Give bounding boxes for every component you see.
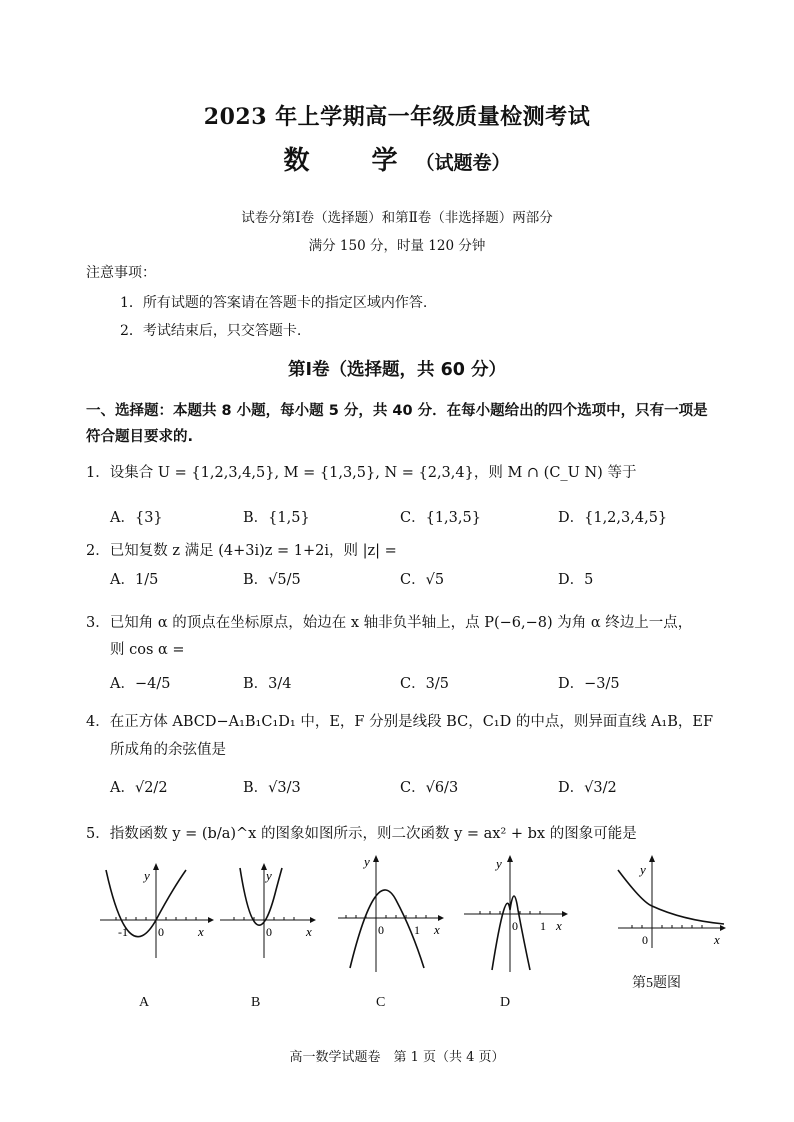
svg-text:0: 0: [158, 925, 164, 939]
question-number: 3．: [86, 615, 110, 631]
q1-option-b: B．{1,5}: [243, 510, 310, 526]
section-instruction: [86, 398, 716, 450]
svg-text:y: y: [640, 862, 646, 877]
svg-text:0: 0: [378, 923, 384, 937]
intro-line-1: 试卷分第Ⅰ卷（选择题）和第Ⅱ卷（非选择题）两部分: [241, 210, 553, 226]
graph-a: [100, 860, 215, 960]
section-title: 第Ⅰ卷（选择题，共 60 分）: [287, 360, 507, 380]
q3-option-b: B．3/4: [243, 676, 292, 692]
question-text: 指数函数 y = (b/a)^x 的图象如图所示，则二次函数 y = ax² + bx 的图象可能是: [109, 826, 637, 842]
subject-title: [0, 140, 794, 177]
question-number: 4．: [86, 714, 110, 730]
svg-text:y: y: [364, 854, 370, 869]
q4-option-c: C．√6/3: [400, 780, 459, 796]
svg-text:x: x: [434, 922, 440, 937]
q1-option-a: A．{3}: [110, 510, 163, 526]
q1-option-c: C．{1,3,5}: [400, 510, 481, 526]
instruction-text: 一、选择题：本题共 8 小题，每小题 5 分，共 40 分．在每小题给出的四个选项中，只有一项是符合题目要求的.: [86, 403, 708, 445]
svg-text:x: x: [714, 932, 720, 947]
svg-text:0: 0: [642, 933, 648, 947]
svg-text:0: 0: [266, 925, 272, 939]
figure-exponential-graph: [612, 852, 728, 952]
svg-text:1: 1: [540, 919, 546, 933]
note-item: 2．考试结束后，只交答题卡.: [120, 323, 302, 339]
intro-line-2: 满分 150 分，时量 120 分钟: [308, 238, 486, 254]
subject-note: （试题卷）: [415, 152, 511, 174]
question-text: 在正方体 ABCD−A₁B₁C₁D₁ 中，E，F 分别是线段 BC，C₁D 的中点，则异面直线 A₁B，EF: [109, 714, 714, 730]
question-number: 1．: [86, 465, 110, 481]
svg-text:0: 0: [512, 919, 518, 933]
graph-c-label: C: [376, 995, 386, 1010]
q3-option-d: D．−3/5: [558, 676, 620, 692]
q2-option-c: C．√5: [400, 572, 445, 588]
q3-option-a: A．−4/5: [110, 676, 171, 692]
page-footer: 高一数学试题卷 第 1 页（共 4 页）: [289, 1050, 505, 1065]
subject-name: 数 学: [283, 146, 416, 176]
graph-d-label: D: [500, 995, 511, 1010]
question-text: 已知复数 z 满足 (4+3i)z = 1+2i，则 |z| =: [109, 543, 397, 559]
q2-option-a: A．1/5: [110, 572, 159, 588]
graph-a-label: A: [139, 995, 150, 1010]
svg-text:-1: -1: [118, 925, 128, 939]
svg-text:x: x: [556, 918, 562, 933]
graph-b-label: B: [251, 995, 261, 1010]
svg-text:x: x: [306, 924, 312, 939]
question-1-stem: [86, 461, 636, 482]
svg-text:y: y: [496, 856, 502, 871]
question-3-stem: [86, 611, 692, 632]
figure-caption: 第5题图: [632, 976, 681, 991]
svg-text:y: y: [266, 868, 272, 883]
note-item: 1．所有试题的答案请在答题卡的指定区域内作答.: [120, 295, 428, 311]
question-4-stem: [86, 710, 713, 731]
question-text: 已知角 α 的顶点在坐标原点，始边在 x 轴非负半轴上，点 P(−6,−8) 为角 α 终边上一点，: [109, 615, 693, 631]
notes-heading: 注意事项：: [86, 265, 156, 281]
question-5-stem: [86, 822, 637, 843]
q4-option-b: B．√3/3: [243, 780, 301, 796]
svg-text:x: x: [198, 924, 204, 939]
q2-option-b: B．√5/5: [243, 572, 301, 588]
question-text: 设集合 U = {1,2,3,4,5}, M = {1,3,5}, N = {2,3,4}，则 M ∩ (C_U N) 等于: [109, 465, 637, 481]
q1-option-d: D．{1,2,3,4,5}: [558, 510, 668, 526]
q4-option-a: A．√2/2: [110, 780, 168, 796]
question-4-stem-continued: 所成角的余弦值是: [110, 742, 226, 758]
question-2-stem: [86, 539, 397, 560]
exam-title: 2023 年上学期高一年级质量检测考试: [203, 104, 591, 130]
q4-option-d: D．√3/2: [558, 780, 617, 796]
q2-option-d: D．5: [558, 572, 594, 588]
question-number: 2．: [86, 543, 110, 559]
question-number: 5．: [86, 826, 110, 842]
q3-option-c: C．3/5: [400, 676, 449, 692]
question-3-stem-continued: 则 cos α =: [110, 642, 185, 658]
graph-d: [462, 852, 574, 974]
svg-text:y: y: [144, 868, 150, 883]
graph-b: [218, 860, 318, 960]
graph-c: [336, 852, 448, 974]
svg-text:1: 1: [414, 923, 420, 937]
